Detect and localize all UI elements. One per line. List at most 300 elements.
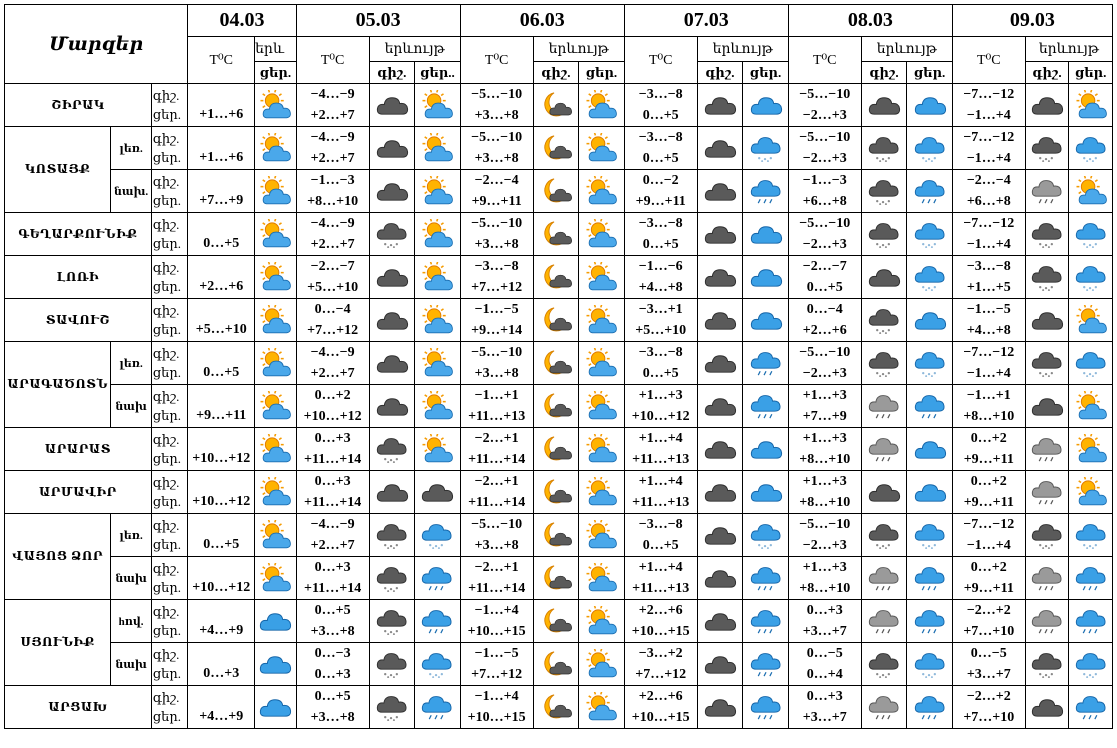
weather-icon-cell [255,643,297,686]
weather-icon-cell [369,514,415,557]
subregion-label: hով. [111,600,152,643]
weather-icon-cell [1025,170,1069,213]
temperature-night: −3…−8 [966,259,1011,274]
temperature-day: +9…+11 [963,452,1014,467]
moon-icon [538,391,574,421]
snow-dark-icon [866,219,902,249]
weather-icon-cell [743,213,789,256]
weather-icon-cell [697,428,743,471]
region-name: ՏԱՎՈՒՇ [5,299,152,342]
weather-icon-cell [579,127,625,170]
weather-icon-cell [533,213,579,256]
sun-cloud-icon [257,305,293,335]
temperature-day: +10…+15 [467,710,526,725]
sun-cloud-icon [257,477,293,507]
weather-icon-cell [533,428,579,471]
weather-icon-cell [369,600,415,643]
temperature-day: +2…+6 [802,323,847,338]
rain-blue-icon [419,606,455,636]
temperature-day: +1…+6 [188,84,255,127]
temperature-night: 0…+5 [314,689,351,704]
weather-icon-cell [255,385,297,428]
temperature-day: +8…+10 [963,409,1015,424]
temperature-night: +1…+4 [638,560,683,575]
temperature-range [296,256,369,299]
night-day-labels [151,299,187,342]
temperature-range [952,471,1025,514]
weather-icon-cell [697,170,743,213]
weather-icon-cell [743,342,789,385]
weather-icon-cell [579,686,625,729]
weather-icon-cell [415,127,461,170]
temperature-night: −2…+1 [474,474,519,489]
snow-blue-icon [748,520,784,550]
rain-blue-icon [1073,563,1109,593]
temperature-range [788,514,861,557]
temperature-day: +2…+6 [188,256,255,299]
temperature-day: +10…+12 [188,557,255,600]
table-row [5,385,1113,428]
temperature-night: −2…−4 [474,173,519,188]
weather-icon-cell [907,557,953,600]
weather-icon-cell [697,600,743,643]
temperature-day: +9…+11 [188,385,255,428]
moon-icon [538,434,574,464]
temperature-night: 0…+2 [970,560,1007,575]
weather-icon-cell [369,213,415,256]
moon-icon [538,563,574,593]
night-label: գիշ. [152,303,180,318]
table-row [5,84,1113,127]
weather-icon-cell [579,643,625,686]
phenomenon-header: երև [255,37,297,62]
cloud-dark-icon [702,262,738,292]
temperature-range [624,256,697,299]
night-day-labels [151,514,187,557]
snow-blue-icon [419,520,455,550]
sun-cloud-icon [583,176,619,206]
temperature-night: −5…−10 [471,130,523,145]
table-row [5,514,1113,557]
weather-icon-cell [743,557,789,600]
sun-cloud-icon [583,305,619,335]
weather-icon-cell [1025,127,1069,170]
temperature-night: −1…−5 [474,302,519,317]
table-row [5,471,1113,514]
sun-cloud-icon [419,434,455,464]
region-name: ՇԻՐԱԿ [5,84,152,127]
weather-icon-cell [861,213,907,256]
cloud-dark-icon [702,649,738,679]
temperature-night: −1…−3 [802,173,847,188]
sun-cloud-icon [583,477,619,507]
temperature-range [296,170,369,213]
rain-blue-icon [1073,606,1109,636]
weather-icon-cell [861,127,907,170]
temperature-day: +4…+8 [966,323,1011,338]
temperature-night: −1…−5 [474,646,519,661]
night-label: գիշ. [152,647,180,662]
weather-icon-cell [415,471,461,514]
temperature-day: +7…+12 [307,323,359,338]
cloud-dark-icon [374,262,410,292]
weather-icon-cell [369,385,415,428]
temperature-day: 0…+5 [188,213,255,256]
rain-blue-icon [748,649,784,679]
temperature-night: +1…+3 [802,474,847,489]
sun-cloud-icon [583,520,619,550]
weather-icon-cell [861,686,907,729]
temperature-range [296,686,369,729]
night-label: գիշ. [152,690,180,705]
weather-icon-cell [907,686,953,729]
temperature-day: +10…+12 [631,409,690,424]
weather-icon-cell [1025,299,1069,342]
weather-icon-cell [697,84,743,127]
sun-cloud-icon [1073,90,1109,120]
night-day-labels [151,213,187,256]
temperature-day: +6…+8 [802,194,847,209]
day-label: ցեր. [152,623,181,638]
temp-header: T⁰C [296,37,369,84]
sun-cloud-icon [419,348,455,378]
rain-dark-icon [1029,434,1065,464]
temperature-night: +2…+6 [638,689,683,704]
temperature-range [624,428,697,471]
night-day-labels [151,686,187,729]
cloud-blue-icon [257,649,293,679]
day-label: ցեր. [152,451,181,466]
night-day-labels [151,643,187,686]
temperature-range [296,428,369,471]
weather-icon-cell [579,299,625,342]
weather-icon-cell [907,299,953,342]
snow-dark-icon [374,649,410,679]
weather-icon-cell [579,600,625,643]
cloud-dark-icon [866,90,902,120]
temperature-range [624,514,697,557]
temperature-night: −2…−7 [310,259,355,274]
weather-icon-cell [697,471,743,514]
temperature-night: −4…−9 [310,345,355,360]
temperature-range [788,428,861,471]
snow-dark-icon [374,606,410,636]
cloud-dark-icon [374,477,410,507]
table-row [5,686,1113,729]
phenomenon-header: երևույթ [533,37,624,62]
sun-cloud-icon [419,305,455,335]
weather-icon-cell [579,170,625,213]
snow-dark-icon [374,434,410,464]
night-label: գիշ. [152,260,180,275]
moon-icon [538,520,574,550]
moon-icon [538,692,574,722]
sun-cloud-icon [257,434,293,464]
sun-cloud-icon [1073,305,1109,335]
snow-blue-icon [1073,649,1109,679]
night-header: գիշ. [369,62,415,84]
night-day-labels [151,170,187,213]
temp-header: T⁰C [788,37,861,84]
temperature-day: +7…+12 [635,667,687,682]
night-day-labels [151,127,187,170]
table-row [5,643,1113,686]
weather-icon-cell [255,213,297,256]
rain-blue-icon [419,692,455,722]
weather-icon-cell [861,342,907,385]
weather-icon-cell [697,299,743,342]
weather-icon-cell [1025,256,1069,299]
subregion-label: նախ. [111,170,152,213]
region-name: ԼՈՌԻ [5,256,152,299]
weather-icon-cell [533,170,579,213]
day-label: ցեր. [152,537,181,552]
temperature-range [952,557,1025,600]
temperature-night: −3…+1 [638,302,683,317]
weather-icon-cell [369,127,415,170]
temperature-range [296,471,369,514]
night-label: գիշ. [152,131,180,146]
sun-cloud-icon [583,563,619,593]
sun-cloud-icon [419,219,455,249]
cloud-blue-icon [748,305,784,335]
temperature-night: −3…−8 [638,130,683,145]
cloud-dark-icon [374,133,410,163]
weather-icon-cell [579,256,625,299]
moon-icon [538,176,574,206]
weather-icon-cell [255,299,297,342]
temperature-day: 0…+5 [642,108,679,123]
night-label: գիշ. [152,346,180,361]
day-header: ցեր. [743,62,789,84]
day-header: ցեր. [255,62,297,84]
temperature-range [952,385,1025,428]
cloud-blue-icon [912,434,948,464]
day-label: ցեր. [152,580,181,595]
temperature-range [952,127,1025,170]
temperature-day: +5…+10 [635,323,687,338]
cloud-dark-icon [702,520,738,550]
weather-icon-cell [697,256,743,299]
temperature-day: +3…+8 [474,366,519,381]
snow-dark-icon [866,133,902,163]
temperature-range [460,686,533,729]
temperature-range [788,600,861,643]
weather-icon-cell [907,127,953,170]
temperature-range [952,514,1025,557]
region-name: ԳԵՂԱՐՔՈՒՆԻՔ [5,213,152,256]
weather-icon-cell [1069,213,1113,256]
weather-icon-cell [255,256,297,299]
weather-icon-cell [415,514,461,557]
temperature-range [624,557,697,600]
temperature-range [460,514,533,557]
cloud-dark-icon [702,477,738,507]
weather-icon-cell [1069,385,1113,428]
temperature-night: −2…−4 [966,173,1011,188]
cloud-blue-icon [748,219,784,249]
weather-icon-cell [907,213,953,256]
temperature-range [460,385,533,428]
snow-dark-icon [1029,348,1065,378]
night-header: գիշ. [861,62,907,84]
temperature-range [788,299,861,342]
weather-icon-cell [697,686,743,729]
weather-icon-cell [907,342,953,385]
weather-icon-cell [369,256,415,299]
temperature-night: −3…+2 [638,646,683,661]
day-header: ցեր. [907,62,953,84]
temperature-night: −2…+1 [474,560,519,575]
temperature-night: −1…+4 [474,603,519,618]
temperature-day: 0…+5 [642,151,679,166]
table-row [5,428,1113,471]
temperature-night: 0…+2 [314,388,351,403]
cloud-dark-icon [702,434,738,464]
cloud-dark-icon [866,262,902,292]
temperature-day: −1…+4 [966,151,1011,166]
sun-cloud-icon [583,133,619,163]
temperature-day: 0…+3 [314,667,351,682]
cloud-dark-icon [702,219,738,249]
weather-icon-cell [415,84,461,127]
temperature-day: −2…+3 [802,108,847,123]
temperature-night: −7…−12 [963,87,1015,102]
temperature-range [788,557,861,600]
subregion-label: լեռ. [111,342,152,385]
weather-icon-cell [533,643,579,686]
temperature-night: −2…−7 [802,259,847,274]
weather-icon-cell [579,471,625,514]
weather-icon-cell [697,643,743,686]
cloud-dark-icon [702,90,738,120]
weather-icon-cell [697,557,743,600]
snow-blue-icon [1073,262,1109,292]
temperature-range [296,127,369,170]
temperature-day: +11…+14 [304,581,362,596]
temperature-day: +10…+15 [631,710,690,725]
snow-dark-icon [1029,219,1065,249]
temperature-night: −1…+1 [474,388,519,403]
weather-icon-cell [743,471,789,514]
sun-cloud-icon [583,90,619,120]
weather-icon-cell [533,256,579,299]
weather-icon-cell [415,299,461,342]
weather-icon-cell [369,428,415,471]
temperature-range [952,213,1025,256]
day-label: ցեր. [152,666,181,681]
cloud-dark-icon [702,176,738,206]
temperature-range [624,213,697,256]
temperature-day: −2…+3 [802,237,847,252]
temperature-night: +1…+4 [638,431,683,446]
snow-dark-icon [866,649,902,679]
sun-cloud-icon [1073,391,1109,421]
weather-icon-cell [533,514,579,557]
sun-cloud-icon [257,563,293,593]
temperature-day: 0…+5 [188,342,255,385]
rain-blue-icon [419,563,455,593]
sun-cloud-icon [583,219,619,249]
temperature-range [788,170,861,213]
temperature-range [624,342,697,385]
temperature-range [952,84,1025,127]
weather-icon-cell [907,84,953,127]
weather-icon-cell [369,643,415,686]
temperature-night: −1…−5 [966,302,1011,317]
weather-icon-cell [1069,84,1113,127]
sun-cloud-icon [257,348,293,378]
cloud-blue-icon [748,477,784,507]
temperature-day: +3…+7 [802,710,847,725]
weather-icon-cell [369,557,415,600]
rain-dark-icon [1029,606,1065,636]
weather-icon-cell [861,643,907,686]
weather-icon-cell [1025,557,1069,600]
subregion-label: նախ [111,385,152,428]
day-label: ցեր. [152,107,181,122]
temperature-range [624,127,697,170]
phenomenon-header: երևույթ [861,37,952,62]
table-row [5,600,1113,643]
night-label: գիշ. [152,174,180,189]
temperature-range [460,342,533,385]
temperature-night: −1…+4 [474,689,519,704]
weather-icon-cell [743,643,789,686]
temperature-day: +11…+13 [632,452,690,467]
rain-blue-icon [1073,692,1109,722]
cloud-dark-icon [702,391,738,421]
snow-dark-icon [866,348,902,378]
day-label: ցեր. [152,494,181,509]
temperature-night: 0…+5 [314,603,351,618]
temperature-night: 0…−5 [806,646,843,661]
snow-blue-icon [912,348,948,378]
temperature-day: +6…+8 [966,194,1011,209]
temperature-range [460,600,533,643]
temperature-night: −5…−10 [799,130,851,145]
snow-blue-icon [1073,219,1109,249]
weather-icon-cell [861,170,907,213]
temperature-day: 0…+5 [806,280,843,295]
temperature-day: +10…+15 [467,624,526,639]
temperature-day: +2…+7 [310,151,355,166]
region-name: ԱՐՄԱՎԻՐ [5,471,152,514]
temperature-night: −7…−12 [963,517,1015,532]
weather-icon-cell [1069,514,1113,557]
weather-icon-cell [743,600,789,643]
night-label: գիշ. [152,389,180,404]
temperature-range [460,643,533,686]
temperature-range [952,342,1025,385]
temperature-range [624,686,697,729]
temperature-range [296,342,369,385]
date-header: 05.03 [296,5,460,37]
weather-icon-cell [255,342,297,385]
subregion-label: նախ [111,643,152,686]
sun-cloud-icon [583,262,619,292]
weather-icon-cell [369,84,415,127]
cloud-blue-icon [912,305,948,335]
temperature-day: +2…+7 [310,366,355,381]
cloud-dark-icon [1029,90,1065,120]
temperature-range [624,84,697,127]
weather-icon-cell [697,127,743,170]
temperature-night: −3…−8 [474,259,519,274]
temperature-day: +4…+9 [188,686,255,729]
temperature-night: −5…−10 [471,216,523,231]
weather-icon-cell [579,213,625,256]
